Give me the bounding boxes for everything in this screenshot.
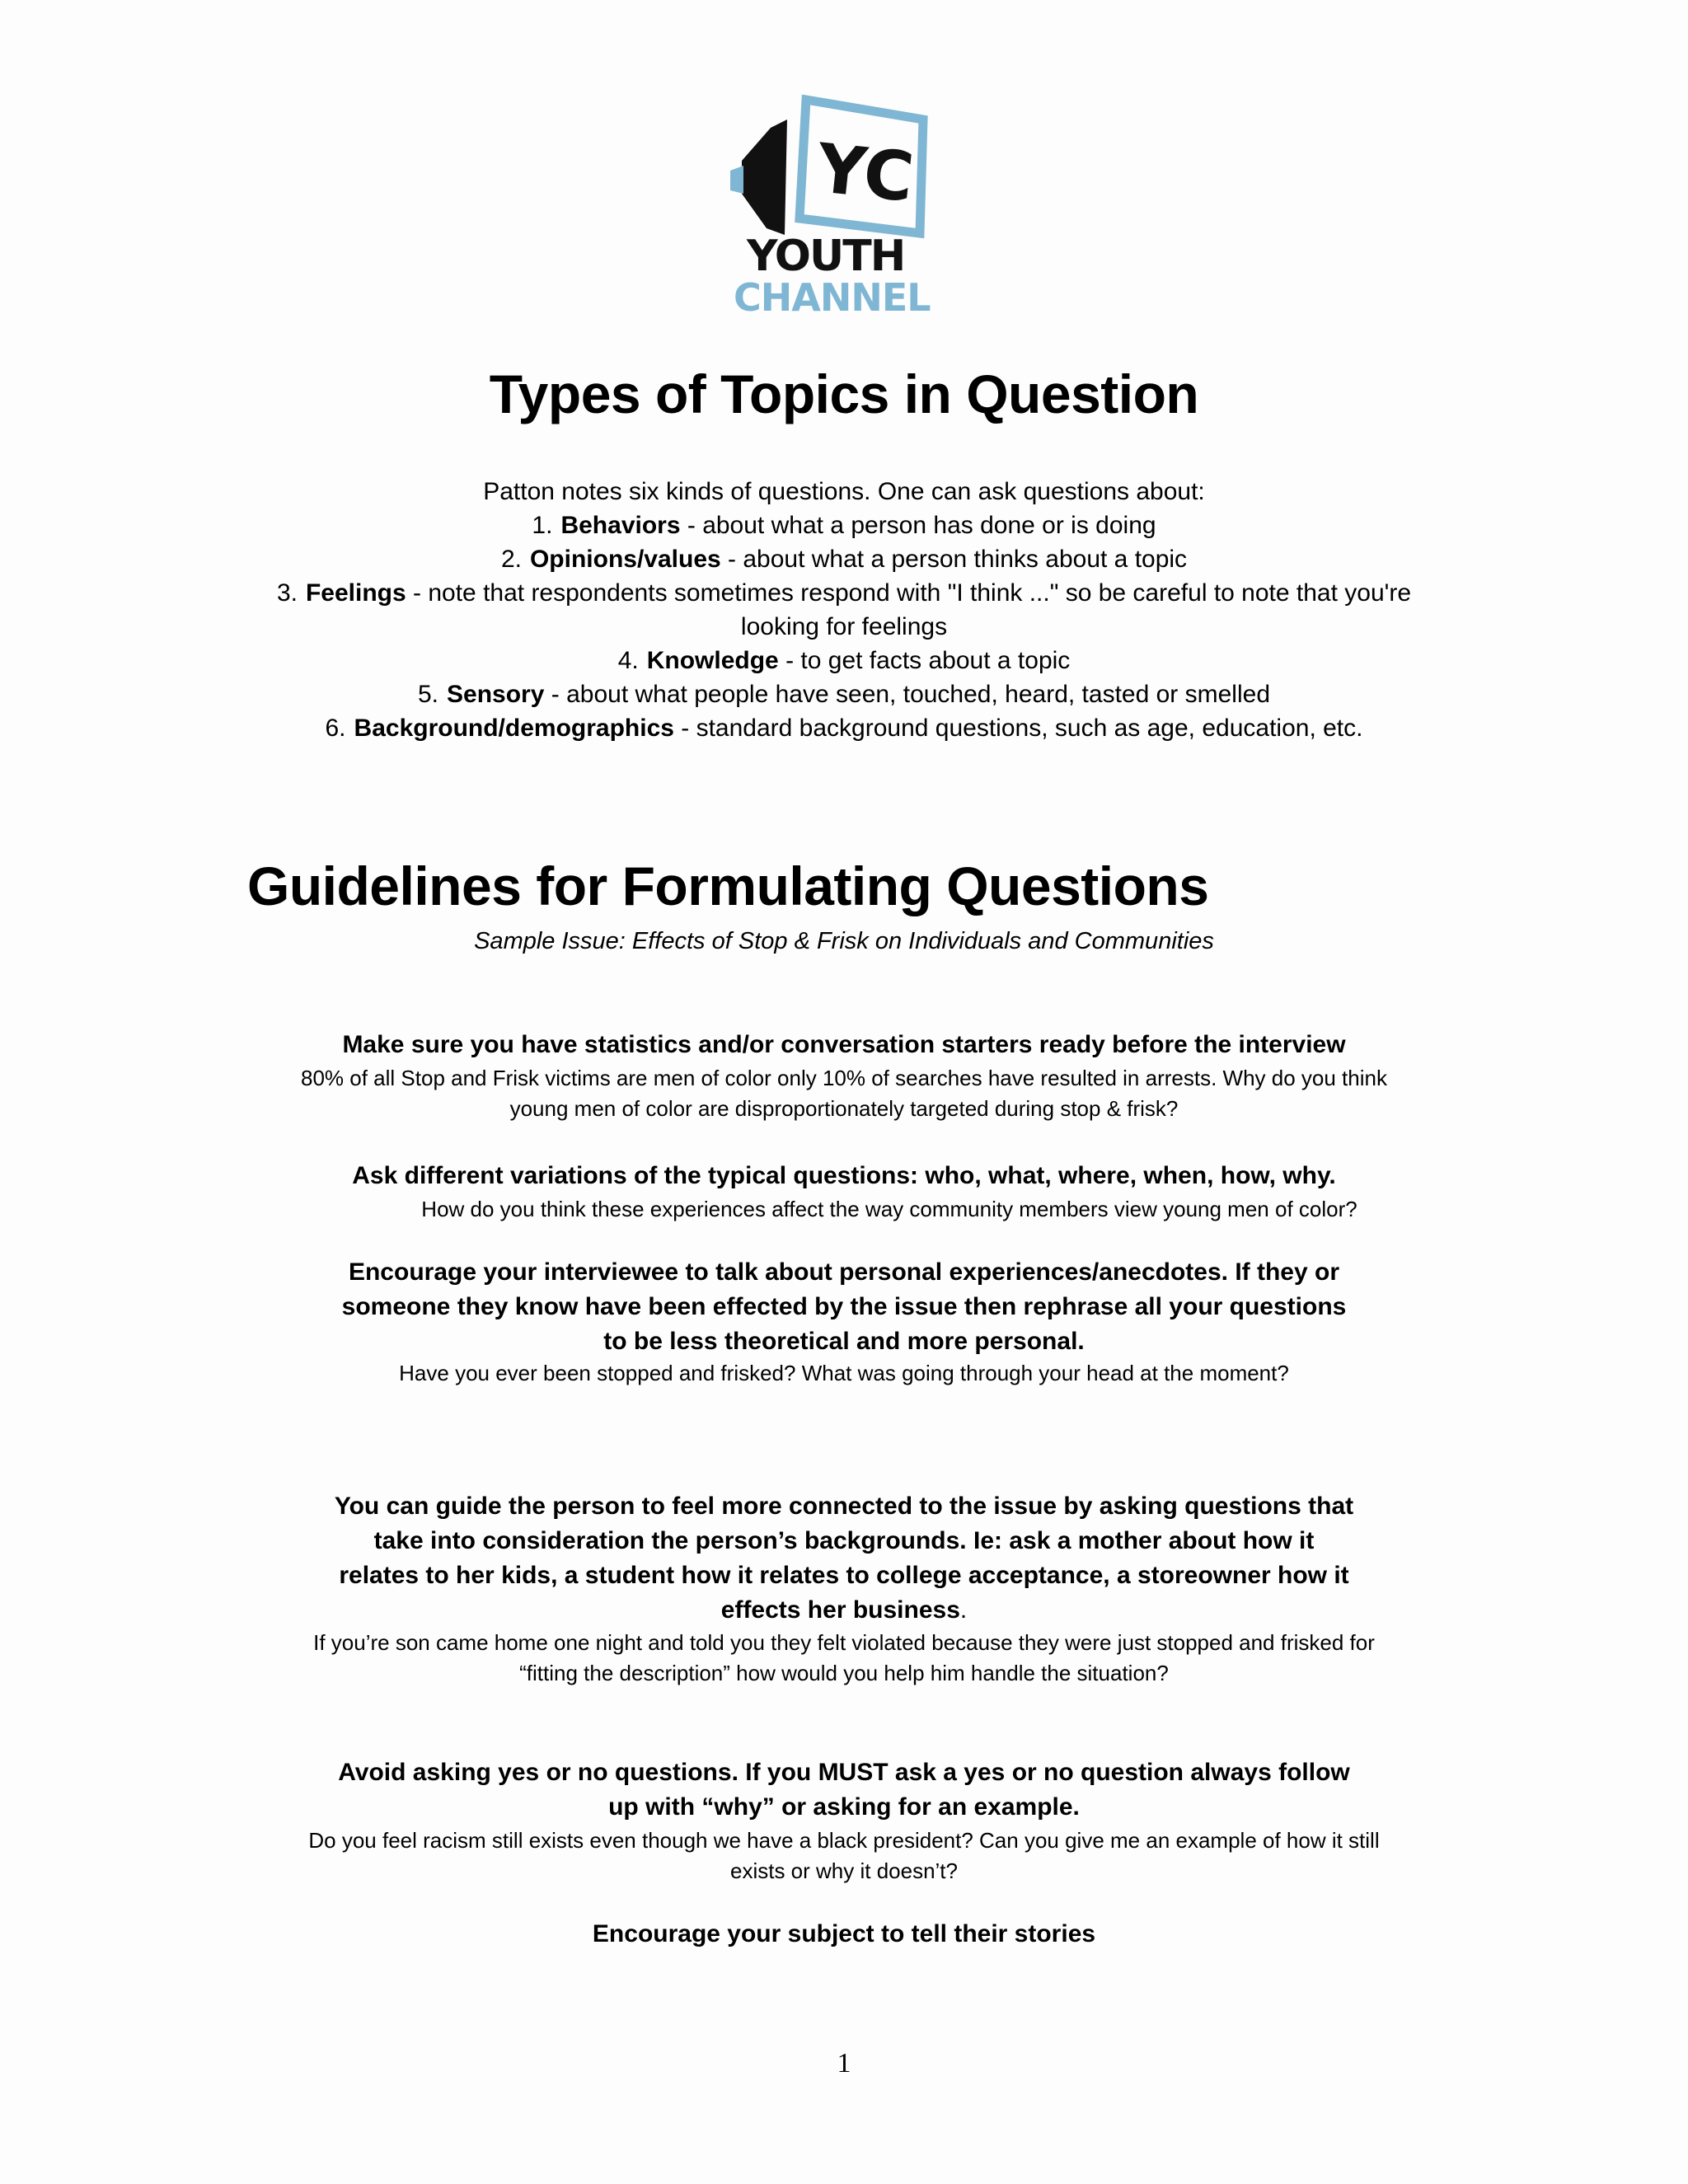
guideline-heading: to be less theoretical and more personal. <box>603 1328 1085 1355</box>
guidelines-subtitle: Sample Issue: Effects of Stop & Frisk on Individuals and Communities <box>474 928 1214 954</box>
page-number: 1 <box>837 2048 851 2079</box>
topic-item-desc: - to get facts about a topic <box>778 647 1071 674</box>
guideline-example: exists or why it doesn’t? <box>729 1858 958 1883</box>
topic-item-number: 6. <box>325 715 346 742</box>
topic-item-desc: - about what people have seen, touched, heard, tasted or smelled <box>544 681 1270 708</box>
guideline-heading: relates to her kids, a student how it relates to college acceptance, a storeowner how it <box>339 1562 1349 1589</box>
topic-item-desc: - about what a person thinks about a topic <box>720 546 1188 573</box>
guideline-example: 80% of all Stop and Frisk victims are men of color only 10% of searches have resulted in arrests. Why do you think <box>301 1066 1387 1090</box>
guidelines-title: Guidelines for Formulating Questions <box>247 855 1209 916</box>
guideline-heading: Make sure you have statistics and/or conversation starters ready before the interview <box>342 1031 1346 1058</box>
guideline-heading-text: effects her business <box>720 1596 960 1624</box>
topic-item-number: 3. <box>276 579 298 607</box>
topic-item-continuation: looking for feelings <box>740 613 948 640</box>
topic-item-desc: - note that respondents sometimes respond with "I think ..." so be careful to note that you're <box>406 579 1412 607</box>
topic-item <box>0 542 1688 576</box>
topic-item-desc: - standard background questions, such as age, education, etc. <box>673 715 1363 742</box>
topic-item <box>0 509 1688 542</box>
guideline-heading: Ask different variations of the typical questions: who, what, where, when, how, why. <box>352 1162 1336 1189</box>
guideline-heading: Encourage your interviewee to talk about personal experiences/anecdotes. If they or <box>348 1258 1340 1286</box>
topic-item-number: 1. <box>532 512 553 539</box>
topic-item <box>0 644 1688 677</box>
topic-item-number: 5. <box>418 681 439 708</box>
guideline-heading-period: . <box>959 1596 968 1624</box>
topic-item-term: Sensory <box>447 681 545 708</box>
guideline-example: How do you think these experiences affect the way community members view young men of color? <box>421 1197 1357 1221</box>
guideline-example: Do you feel racism still exists even though we have a black president? Can you give me an example of how it still <box>308 1828 1380 1853</box>
topic-item <box>0 711 1688 745</box>
topic-item-term: Knowledge <box>646 647 779 674</box>
topic-item-desc: - about what a person has done or is doing <box>680 512 1156 539</box>
topics-intro: Patton notes six kinds of questions. One can ask questions about: <box>483 478 1205 505</box>
guideline-heading: take into consideration the person’s backgrounds. Ie: ask a mother about how it <box>373 1527 1315 1554</box>
topic-item-term: Opinions/values <box>529 546 721 573</box>
guideline-example: If you’re son came home one night and told you they felt violated because they were just stopped and frisked for <box>313 1630 1375 1655</box>
guideline-heading: Encourage your subject to tell their stories <box>592 1920 1096 1947</box>
guideline-heading: You can guide the person to feel more connected to the issue by asking questions that <box>334 1493 1354 1520</box>
guideline-example: Have you ever been stopped and frisked? What was going through your head at the moment? <box>399 1361 1289 1385</box>
guideline-example: “fitting the description” how would you help him handle the situation? <box>519 1661 1169 1685</box>
svg-text:YC: YC <box>813 129 917 218</box>
guideline-heading-line <box>0 1593 1688 1628</box>
topic-item-number: 2. <box>500 546 522 573</box>
youth-channel-logo <box>725 95 960 321</box>
guideline-example: young men of color are disproportionately targeted during stop & frisk? <box>509 1096 1179 1121</box>
guideline-heading: Avoid asking yes or no questions. If you MUST ask a yes or no question always follow <box>338 1759 1350 1786</box>
topic-item <box>0 677 1688 711</box>
topic-item <box>0 576 1688 610</box>
guideline-heading: someone they know have been effected by the issue then rephrase all your questions <box>341 1293 1347 1320</box>
topics-title: Types of Topics in Question <box>489 363 1199 424</box>
svg-text:YOUTH: YOUTH <box>747 232 905 281</box>
svg-text:CHANNEL: CHANNEL <box>734 275 931 320</box>
topic-item-term: Background/demographics <box>354 715 674 742</box>
topic-item-number: 4. <box>617 647 639 674</box>
topic-item-term: Behaviors <box>560 512 681 539</box>
topic-item-term: Feelings <box>305 579 406 607</box>
guideline-heading: up with “why” or asking for an example. <box>608 1793 1080 1821</box>
